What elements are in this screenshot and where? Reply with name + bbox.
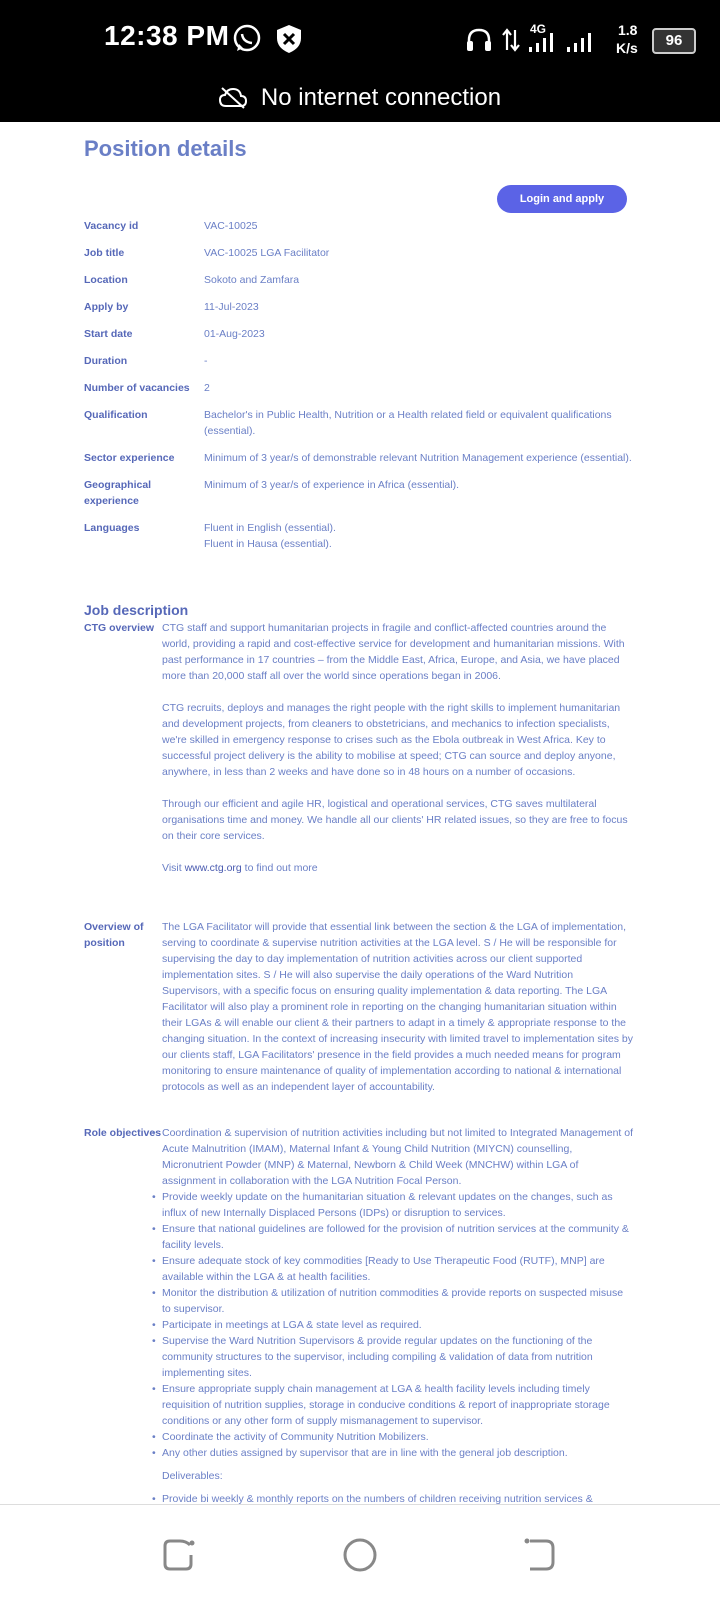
- signal-icon-sim2: [566, 32, 598, 52]
- visit-line: [162, 860, 634, 876]
- paragraph: CTG recruits, deploys and manages the right people with the right skills to implement humanitarian and development projects, from cleaners to obstetricians, and mechanics to infection specialists, we're skilled in emergency response to crises such as the Ebola outbreak in West Africa. Key to successful project delivery is the ability to mobilise at speed; CTG can source and deploy anyone, anywhere, in less than 2 weeks and have done so in 48 hours on a number of occasions.: [162, 702, 621, 778]
- detail-value: Sokoto and Zamfara: [204, 274, 300, 286]
- back-icon[interactable]: [520, 1535, 560, 1575]
- shield-icon: [276, 24, 302, 54]
- detail-label: Start date: [84, 328, 133, 340]
- list-item: • Ensure appropriate supply chain management at LGA & health facility levels including timely requisition of nutrition supplies, storage in conducive conditions & report of inappropriate storage conditions or any other form of supply mismanagement to supervisor.: [162, 1381, 634, 1429]
- detail-value: Bachelor's in Public Health, Nutrition or a Health related field or equivalent qualifications (essential).: [204, 409, 612, 437]
- detail-row: [84, 245, 634, 261]
- section-label: CTG overview: [84, 622, 155, 634]
- list-item: • Participate in meetings at LGA & state level as required.: [162, 1317, 634, 1333]
- network-type: 4G: [530, 22, 547, 36]
- overview-of-position-section: [84, 919, 634, 1111]
- detail-value: Fluent in English (essential). Fluent in Hausa (essential).: [204, 522, 336, 550]
- deliverables-label: Deliverables:: [162, 1470, 223, 1482]
- list-item: • Monitor the distribution & utilization of nutrition commodities & provide reports on suspected misuse to supervisor.: [162, 1285, 634, 1317]
- detail-label: Languages: [84, 522, 140, 534]
- detail-row: [84, 407, 634, 439]
- paragraph: Through our efficient and agile HR, logistical and operational services, CTG saves multilateral organisations time and money. We handle all our clients' HR related issues, so they are free to focus on their core services.: [162, 798, 628, 842]
- detail-value: Minimum of 3 year/s of demonstrable relevant Nutrition Management experience (essential).: [204, 452, 632, 464]
- list-item: • Ensure that national guidelines are followed for the provision of nutrition services at the community & facility levels.: [162, 1221, 634, 1253]
- visit-suffix: to find out more: [241, 862, 318, 874]
- detail-value: -: [204, 355, 208, 367]
- offline-banner: [0, 84, 720, 116]
- detail-row: [84, 326, 634, 342]
- deliverables-list: [162, 1491, 634, 1504]
- home-icon[interactable]: [340, 1535, 380, 1575]
- data-transfer-icon: [502, 28, 520, 52]
- cloud-off-icon: [219, 87, 247, 109]
- network-speed-value: 1.8: [618, 22, 638, 38]
- position-details-list: [84, 218, 634, 563]
- detail-row: [84, 380, 634, 396]
- detail-row: [84, 218, 634, 234]
- list-item: • Coordination & supervision of nutrition activities including but not limited to Integrated Management of Acute Malnutrition (IMAM), Maternal Infant & Young Child Nutrition (MIYCN) counselling, Micronutrient Powder (MNP) & Maternal, Newborn & Child Week (MNCHW) within LGA of assignment in collaboration with the LGA Nutrition Focal Person.: [162, 1125, 634, 1189]
- detail-value: 2: [204, 382, 210, 394]
- detail-value: Minimum of 3 year/s of experience in Africa (essential).: [204, 479, 460, 491]
- job-description-heading: Job description: [84, 602, 189, 618]
- whatsapp-icon: [232, 24, 262, 54]
- section-body: [162, 1125, 634, 1504]
- login-and-apply-button[interactable]: Login and apply: [497, 185, 627, 213]
- detail-label: Apply by: [84, 301, 129, 313]
- role-objectives-section: [84, 1125, 634, 1504]
- detail-label: Location: [84, 274, 128, 286]
- detail-label: Vacancy id: [84, 220, 139, 232]
- list-item: • Provide weekly update on the humanitarian situation & relevant updates on the changes, such as influx of new Internally Displaced Persons (IDPs) or disruption to services.: [162, 1189, 634, 1221]
- navigation-bar: [0, 1504, 720, 1601]
- page-content: [0, 122, 720, 1504]
- ctg-overview-section: [84, 620, 634, 892]
- list-item: • Coordinate the activity of Community Nutrition Mobilizers.: [162, 1429, 634, 1445]
- detail-value: VAC-10025 LGA Facilitator: [204, 247, 330, 259]
- detail-value: VAC-10025: [204, 220, 258, 232]
- detail-row: [84, 477, 634, 509]
- network-speed-unit: K/s: [616, 40, 638, 56]
- section-label: Role objectives: [84, 1127, 162, 1139]
- section-body: [162, 919, 634, 1111]
- section-body: [162, 620, 634, 892]
- battery-indicator: 96: [652, 28, 696, 54]
- detail-row: [84, 353, 634, 369]
- signal-icon: [528, 32, 560, 52]
- status-bar: [0, 0, 720, 122]
- list-item: • Provide bi weekly & monthly reports on the numbers of children receiving nutrition services &: [162, 1491, 634, 1504]
- detail-label: Job title: [84, 247, 125, 259]
- detail-row: [84, 450, 634, 466]
- detail-row: [84, 299, 634, 315]
- detail-label: Duration: [84, 355, 128, 367]
- clock: 12:38 PM: [104, 20, 230, 51]
- detail-label: Number of vacancies: [84, 382, 190, 394]
- headphones-icon: [466, 28, 492, 52]
- detail-value: 11-Jul-2023: [204, 301, 259, 313]
- page-title: Position details: [84, 136, 247, 161]
- paragraph: CTG staff and support humanitarian projects in fragile and conflict-affected countries around the world, providing a rapid and cost-effective service for development and humanitarian missions. With past performance in 17 countries – from the Middle East, Africa, Europe, and Asia, we have placed more than 20,000 staff all over the world since operations began in 2006.: [162, 622, 625, 682]
- section-label: Overview of position: [84, 921, 144, 949]
- paragraph: The LGA Facilitator will provide that essential link between the section & the LGA of implementation, serving to coordinate & supervise nutrition activities at the LGA level. S / He will be responsible for supervising the day to day implementation of nutrition activities across our client supported implementation sites. S / He will also supervise the daily operations of the Ward Nutrition Supervisors, with a specific focus on ensuring quality implementation & data reporting. The LGA Facilitator will also play a prominent role in reporting on the changing humanitarian situation within their LGAs & will enable our client & their partners to adapt in a timely & appropriate response to the changing situation. In the context of increasing insecurity with limited travel to implementation sites by our clients staff, LGA Facilitators' presence in the field provides a much needed means for program monitoring to ensure maintenance of quality of implementation according to national & international protocols as well as an independent layer of accountability.: [162, 921, 633, 1093]
- detail-row: [84, 272, 634, 288]
- ctg-website-link[interactable]: www.ctg.org: [184, 862, 242, 874]
- list-item: • Any other duties assigned by supervisor that are in line with the general job description.: [162, 1445, 634, 1461]
- detail-row: [84, 520, 634, 552]
- detail-value: 01-Aug-2023: [204, 328, 265, 340]
- detail-label: Geographical experience: [84, 479, 152, 507]
- list-item: • Ensure adequate stock of key commodities [Ready to Use Therapeutic Food (RUTF), MNP] are available within the LGA & at health facilities.: [162, 1253, 634, 1285]
- detail-label: Qualification: [84, 409, 148, 421]
- visit-prefix: Visit: [162, 862, 185, 874]
- list-item: • Supervise the Ward Nutrition Supervisors & provide regular updates on the functioning of the community structures to the supervisor, including compiling & validation of data from nutrition implementing sites.: [162, 1333, 634, 1381]
- offline-text: No internet connection: [260, 84, 502, 111]
- objectives-list: [162, 1125, 634, 1461]
- recent-apps-icon[interactable]: [160, 1535, 200, 1575]
- detail-label: Sector experience: [84, 452, 175, 464]
